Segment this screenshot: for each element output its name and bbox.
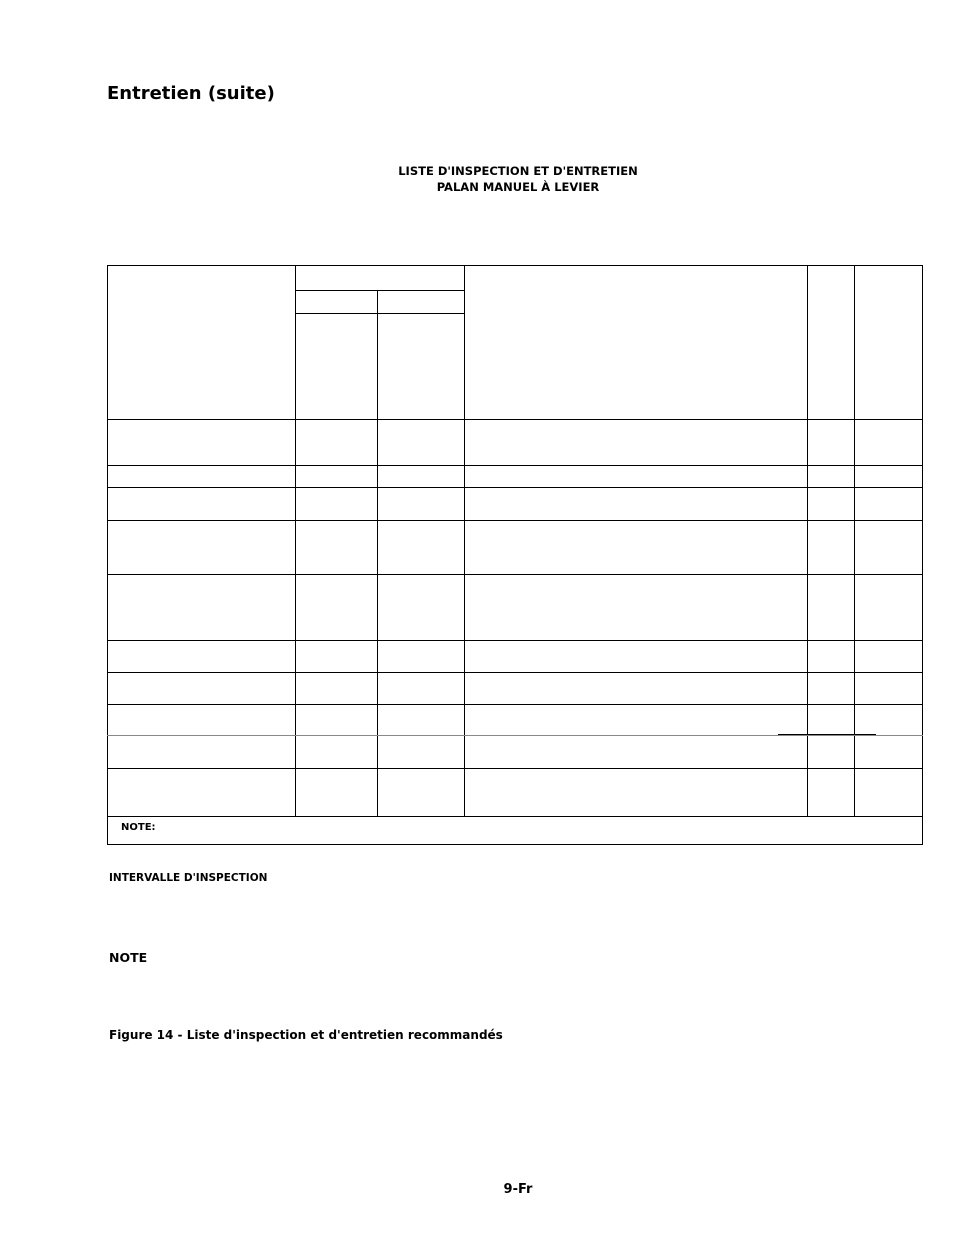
- row-divider-3: [107, 487, 923, 488]
- row-divider-9: [107, 735, 923, 736]
- checklist-title-line-2: PALAN MANUEL À LEVIER: [436, 180, 600, 194]
- column-divider-2: [377, 290, 378, 817]
- checklist-title: [0, 163, 954, 195]
- row-divider-8: [107, 704, 923, 705]
- row-divider-7: [107, 672, 923, 673]
- figure-caption: Figure 14 - Liste d'inspection et d'entretien recommandés: [109, 1028, 503, 1042]
- row-divider-5: [107, 574, 923, 575]
- section-heading: Entretien (suite): [107, 83, 275, 104]
- row-divider-4: [107, 520, 923, 521]
- table-border-top: [107, 265, 923, 266]
- table-note-label: NOTE:: [121, 822, 156, 833]
- table-border-right: [922, 265, 923, 845]
- inspection-interval-label: INTERVALLE D'INSPECTION: [109, 872, 268, 884]
- row-divider-9-overlap: [778, 734, 876, 735]
- page-number: 9-Fr: [503, 1182, 533, 1197]
- header-subline-1: [295, 290, 464, 291]
- checklist-title-line-1: LISTE D'INSPECTION ET D'ENTRETIEN: [398, 164, 638, 178]
- row-divider-11: [107, 816, 923, 817]
- note-label: NOTE: [109, 950, 148, 965]
- header-subline-2: [295, 313, 464, 314]
- row-divider-2: [107, 465, 923, 466]
- row-divider-10: [107, 768, 923, 769]
- table-border-left: [107, 265, 108, 845]
- row-divider-6: [107, 640, 923, 641]
- table-border-bottom: [107, 844, 923, 845]
- row-divider-1: [107, 419, 923, 420]
